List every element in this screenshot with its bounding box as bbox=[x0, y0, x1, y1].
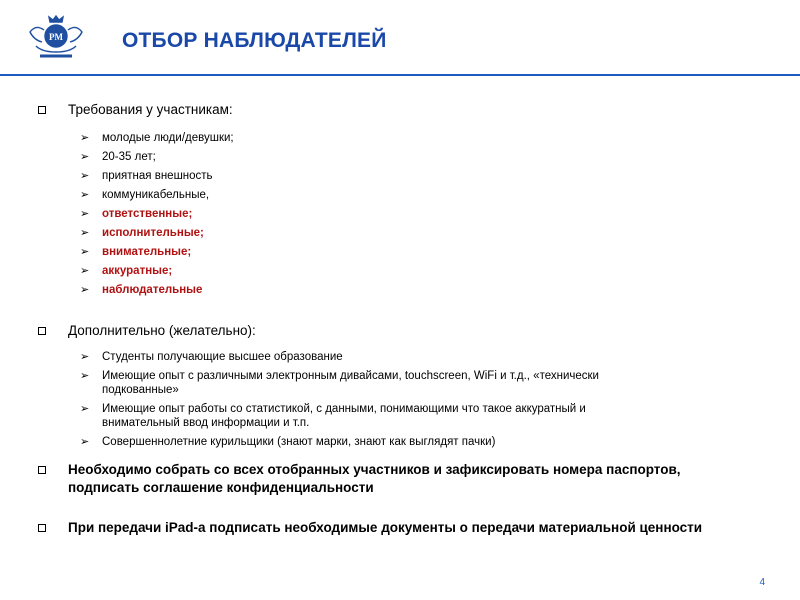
list-item: ➢ приятная внешность bbox=[80, 170, 213, 182]
list-item: ➢ молодые люди/девушки; bbox=[80, 132, 234, 144]
list-item: ➢ Совершеннолетние курильщики (знают марки, знают как выглядят пачки) bbox=[80, 436, 496, 448]
arrow-bullet-icon: ➢ bbox=[80, 246, 90, 258]
section-requirements bbox=[38, 101, 768, 297]
list-item: ➢ ответственные; bbox=[80, 208, 193, 220]
arrow-bullet-icon: ➢ bbox=[80, 284, 90, 296]
square-bullet-icon bbox=[38, 524, 46, 532]
page-number: 4 bbox=[759, 577, 765, 588]
list-item: ➢ коммуникабельные, bbox=[80, 189, 210, 201]
section-heading: Требования у участникам: bbox=[68, 102, 233, 117]
svg-text:PM: PM bbox=[49, 32, 63, 42]
arrow-bullet-icon: ➢ bbox=[80, 370, 90, 382]
list-item: ➢ 20-35 лет; bbox=[80, 151, 156, 163]
arrow-bullet-icon: ➢ bbox=[80, 351, 90, 363]
list-item: ➢ исполнительные; bbox=[80, 227, 204, 239]
section-heading: Дополнительно (желательно): bbox=[68, 323, 256, 338]
list-item: ➢ Студенты получающие высшее образование bbox=[80, 351, 343, 363]
list-item: ➢ Имеющие опыт с различными электронным дивайсами, touchscreen, WiFi и т.д., «технически подкованные» bbox=[80, 370, 599, 396]
list-item: ➢ аккуратные; bbox=[80, 265, 173, 277]
arrow-bullet-icon: ➢ bbox=[80, 189, 90, 201]
section-ipad bbox=[38, 519, 768, 537]
arrow-bullet-icon: ➢ bbox=[80, 403, 90, 415]
section-heading: При передачи iPad-а подписать необходимые документы о передачи материальной ценности bbox=[68, 520, 703, 535]
arrow-bullet-icon: ➢ bbox=[80, 436, 90, 448]
list-item: ➢ наблюдательные bbox=[80, 284, 203, 296]
crest-logo-icon bbox=[22, 12, 90, 66]
section-heading: Необходимо собрать со всех отобранных участников и зафиксировать номера паспортов, подписать соглашение конфиденциальности bbox=[68, 462, 681, 495]
arrow-bullet-icon: ➢ bbox=[80, 170, 90, 182]
arrow-bullet-icon: ➢ bbox=[80, 132, 90, 144]
arrow-bullet-icon: ➢ bbox=[80, 208, 90, 220]
list-item: ➢ Имеющие опыт работы со статистикой, с данными, понимающими что такое аккуратный и внимательный ввод информации и т.п. bbox=[80, 403, 586, 429]
arrow-bullet-icon: ➢ bbox=[80, 227, 90, 239]
content-area bbox=[38, 101, 768, 537]
arrow-bullet-icon: ➢ bbox=[80, 151, 90, 163]
square-bullet-icon bbox=[38, 466, 46, 474]
arrow-bullet-icon: ➢ bbox=[80, 265, 90, 277]
additional-list bbox=[38, 350, 768, 449]
requirements-list bbox=[38, 131, 768, 297]
section-additional bbox=[38, 322, 768, 449]
square-bullet-icon bbox=[38, 327, 46, 335]
header-divider bbox=[0, 74, 800, 76]
list-item: ➢ внимательные; bbox=[80, 246, 192, 258]
square-bullet-icon bbox=[38, 106, 46, 114]
page-title: ОТБОР НАБЛЮДАТЕЛЕЙ bbox=[122, 29, 387, 52]
section-passports bbox=[38, 461, 768, 497]
